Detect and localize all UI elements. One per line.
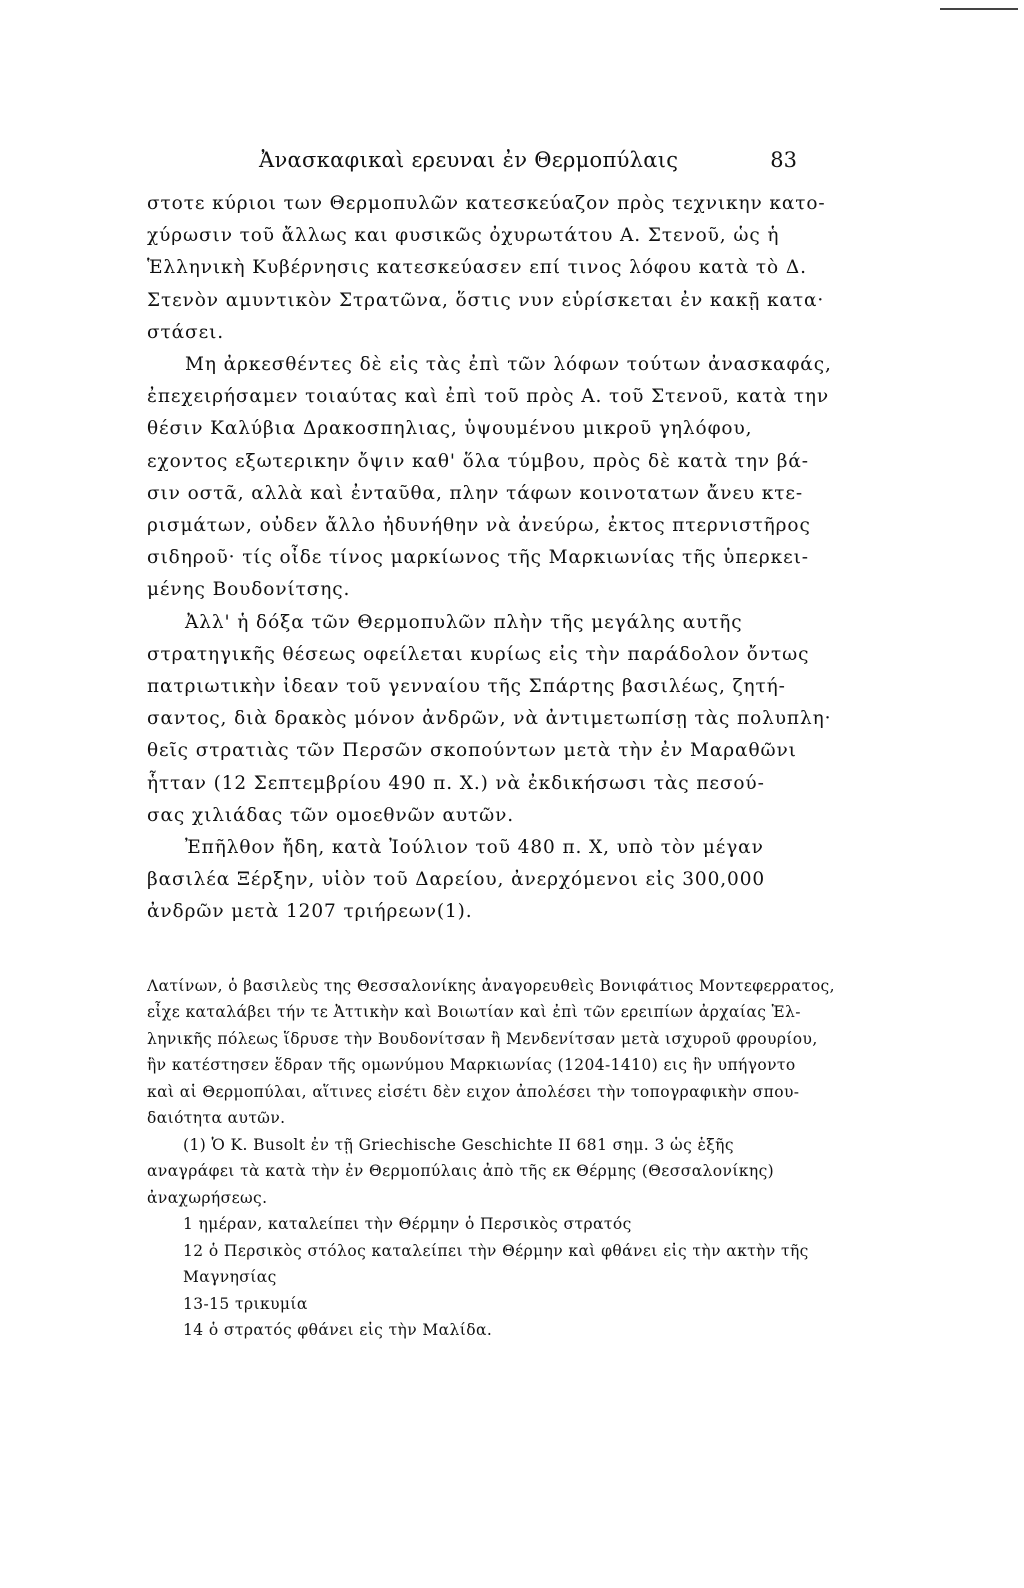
footnote-line: δαιότητα αυτῶν. — [147, 1109, 286, 1128]
text-line: Ἀλλ' ἡ δόξα τῶν Θερμοπυλῶν πλὴν τῆς μεγάλης αυτῆς — [185, 611, 743, 633]
footnote-line: καὶ αἱ Θερμοπύλαι, αἵτινες εἰσέτι δὲν ειχον ἀπολέσει τὴν τοπογραφικὴν σπου- — [147, 1082, 800, 1101]
text-line: σιδηροῦ· τίς οἶδε τίνος μαρκίωνος τῆς Μαρκιωνίας τῆς ὑπερκει- — [147, 547, 809, 569]
text-line: πατριωτικὴν ἰδεαν τοῦ γενναίου τῆς Σπάρτης βασιλέως, ζητή- — [147, 676, 786, 698]
footnote-line: αναγράφει τὰ κατὰ τὴν ἐν Θερμοπύλαις ἀπὸ τῆς εκ Θέρμης (Θεσσαλονίκης) — [147, 1162, 775, 1181]
page-number: 83 — [770, 148, 797, 172]
footnote-line: εἶχε καταλάβει τήν τε Ἀττικὴν καὶ Βοιωτίαν καὶ ἐπὶ τῶν ερειπίων ἀρχαίας Ἑλ- — [147, 1003, 801, 1022]
footnotes — [147, 973, 835, 1344]
running-header — [147, 148, 797, 188]
text-line: ἀνδρῶν μετὰ 1207 τριήρεων(1). — [147, 901, 473, 923]
footnote-line: 1 ημέραν, καταλείπει τὴν Θέρμην ὁ Περσικὸς στρατός — [183, 1215, 632, 1234]
footnote-line: ἣν κατέστησεν ἕδραν τῆς ομωνύμου Μαρκιωνίας (1204-1410) εις ἣν υπήγοντο — [147, 1056, 796, 1075]
text-line: θεῖς στρατιὰς τῶν Περσῶν σκοπούντων μετὰ τὴν ἐν Μαραθῶνι — [147, 740, 797, 762]
footnote-line: 12 ὁ Περσικὸς στόλος καταλείπει τὴν Θέρμην καὶ φθάνει εἰς τὴν ακτὴν τῆς — [183, 1241, 809, 1260]
text-line: Στενὸν αμυντικὸν Στρατῶνα, ὅστις νυν εὑρίσκεται ἐν κακῇ κατα· — [147, 289, 825, 311]
text-line: σαντος, διὰ δρακὸς μόνον ἀνδρῶν, νὰ ἀντιμετωπίσῃ τὰς πολυπλη· — [147, 708, 832, 730]
main-text — [147, 188, 832, 929]
footnote-line: 13-15 τρικυμία — [183, 1294, 308, 1313]
text-line: στοτε κύριοι των Θερμοπυλῶν κατεσκεύαζον πρὸς τεχνικην κατο- — [147, 193, 826, 214]
footnote-line: ληνικῆς πόλεως ἵδρυσε τὴν Βουδονίτσαν ἢ Μενδενίτσαν μετὰ ισχυροῦ φρουρίου, — [147, 1029, 818, 1048]
text-line: στάσει. — [147, 321, 225, 343]
running-title: Ἀνασκαφικαὶ ερευναι ἐν Θερμοπύλαις — [259, 148, 679, 172]
text-line: χύρωσιν τοῦ ἄλλως και φυσικῶς ὀχυρωτάτου Α. Στενοῦ, ὡς ἡ — [147, 225, 780, 247]
text-line: Μη ἀρκεσθέντες δὲ εἰς τὰς ἐπὶ τῶν λόφων τούτων ἀνασκαφάς, — [185, 354, 832, 376]
document-page — [147, 148, 835, 1344]
text-line: μένης Βουδονίτσης. — [147, 579, 351, 601]
text-line: Ἑλληνικὴ Κυβέρνησις κατεσκεύασεν επί τινος λόφου κατὰ τὸ Δ. — [147, 257, 807, 279]
text-line: σας χιλιάδας τῶν ομοεθνῶν αυτῶν. — [147, 804, 515, 826]
text-line: εχοντος εξωτερικην ὄψιν καθ' ὅλα τύμβου, πρὸς δὲ κατὰ την βά- — [147, 450, 809, 472]
footnote-line: 14 ὁ στρατός φθάνει εἰς τὴν Μαλίδα. — [183, 1321, 493, 1340]
text-line: σιν οστᾶ, αλλὰ καὶ ἐνταῦθα, πλην τάφων κοινοτατων ἄνευ κτε- — [147, 482, 803, 504]
text-line: βασιλέα Ξέρξην, υἱὸν τοῦ Δαρείου, ἀνερχόμενοι εἰς 300,000 — [147, 869, 766, 891]
footnote-line: ἀναχωρήσεως. — [147, 1188, 268, 1207]
text-line: στρατηγικῆς θέσεως οφείλεται κυρίως εἰς τὴν παράδολον ὄντως — [147, 643, 810, 665]
text-line: ἧτταν (12 Σεπτεμβρίου 490 π. Χ.) νὰ ἐκδικήσωσι τὰς πεσού- — [147, 772, 765, 794]
footnote-line: Μαγνησίας — [183, 1268, 277, 1287]
text-line: θέσιν Καλύβια Δρακοσπηλιας, ὑψουμένου μικροῦ γηλόφου, — [147, 418, 753, 440]
text-line: ρισμάτων, οὐδεν ἄλλο ἠδυνήθην νὰ ἀνεύρω, ἐκτος πτερνιστῆρος — [147, 515, 811, 537]
footnote-line: (1) Ὁ Κ. Busolt ἐν τῇ Griechische Geschichte II 681 σημ. 3 ὡς ἑξῆς — [183, 1135, 734, 1154]
text-line: Ἐπῆλθον ἤδη, κατὰ Ἰούλιον τοῦ 480 π. Χ, υπὸ τὸν μέγαν — [185, 837, 764, 859]
text-line: ἐπεχειρήσαμεν τοιαύτας καὶ ἐπὶ τοῦ πρὸς Α. τοῦ Στενοῦ, κατὰ την — [147, 386, 830, 408]
footnote-line: Λατίνων, ὁ βασιλεὺς της Θεσσαλονίκης ἀναγορευθεὶς Βονιφάτιος Μοντεφερρατος, — [147, 976, 835, 995]
top-edge-rule — [940, 8, 1018, 10]
